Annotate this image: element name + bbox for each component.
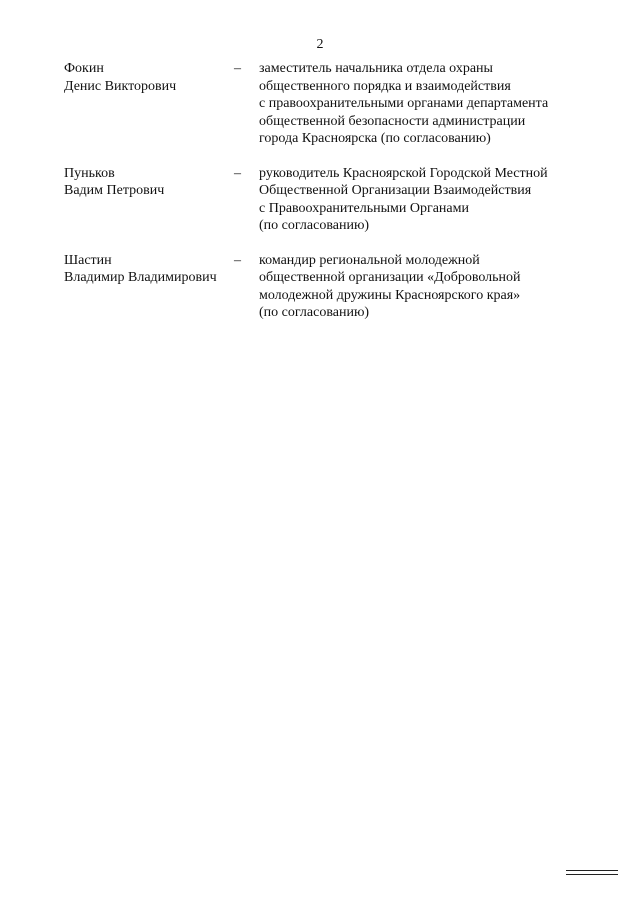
description-line: города Красноярска (по согласованию) [259,131,491,146]
description-line: руководитель Красноярской Городской Местной [259,165,548,181]
description-line: Общественной Организации Взаимодействия [259,183,532,198]
member-name [64,165,234,200]
member-surname: Пуньков [64,165,115,181]
member-description [259,165,584,235]
description-line: командир региональной молодежной [259,252,480,268]
member-surname: Фокин [64,61,104,76]
member-name [64,252,234,287]
member-list [64,60,584,339]
member-entry [64,165,584,235]
member-description [259,60,584,148]
description-line: молодежной дружины Красноярского края» [259,287,521,303]
description-line: с Правоохранительными Органами [259,200,469,216]
member-given-names: Владимир Владимирович [64,270,217,285]
member-entry [64,252,584,322]
member-given-names: Денис Викторович [64,78,177,94]
dash-separator: – [234,61,241,76]
description-line: общественного порядка и взаимодействия [259,78,511,94]
description-line: (по согласованию) [259,218,370,233]
description-line: заместитель начальника отдела охраны [259,61,493,76]
description-line: общественной безопасности администрации [259,113,526,129]
description-line: с правоохранительными органами департамента [259,96,549,111]
member-name [64,60,234,95]
member-entry [64,60,584,148]
footer-rule [566,870,618,871]
page-number: 2 [316,37,324,52]
footer-rule [566,874,618,875]
dash-separator: – [234,165,241,181]
member-description [259,252,584,322]
description-line: (по согласованию) [259,305,370,320]
member-given-names: Вадим Петрович [64,183,165,198]
description-line: общественной организации «Добровольной [259,270,521,285]
dash-separator: – [234,252,241,268]
member-surname: Шастин [64,252,112,268]
